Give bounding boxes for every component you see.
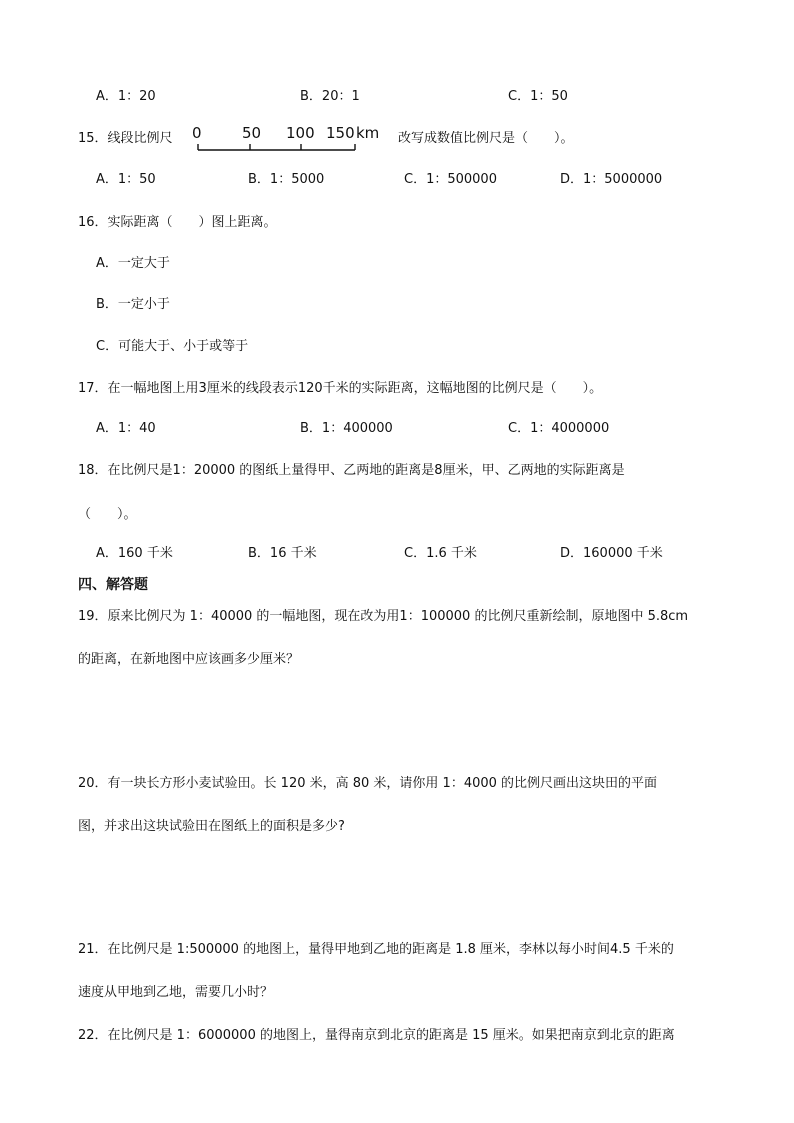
q16-option-a: A．一定大于 xyxy=(96,256,170,271)
q18-option-d: D．160000 千米 xyxy=(560,546,663,561)
scale-unit: km xyxy=(356,124,380,142)
q16-option-c: C．可能大于、小于或等于 xyxy=(96,339,249,354)
q15-stem-suffix: 改写成数值比例尺是（ ）。 xyxy=(398,131,574,146)
q17-option-a: A．1：40 xyxy=(96,421,156,436)
q18-option-c: C．1.6 千米 xyxy=(404,546,477,561)
q19-line1: 19．原来比例尺为 1：40000 的一幅地图，现在改为用1：100000 的比例尺重新绘制，原地图中 5.8cm xyxy=(78,609,689,624)
q18-option-b: B．16 千米 xyxy=(248,546,317,561)
q17-stem: 17．在一幅地图上用3厘米的线段表示120千米的实际距离，这幅地图的比例尺是（ ）。 xyxy=(78,381,603,396)
q15-option-b: B．1：5000 xyxy=(248,172,325,187)
q15-stem-prefix: 15．线段比例尺 xyxy=(78,131,173,146)
scale-label-100: 100 xyxy=(286,124,315,142)
scale-label-0: 0 xyxy=(192,124,202,142)
q21-line1: 21．在比例尺是 1:500000 的地图上，量得甲地到乙地的距离是 1.8 厘米，李林以每小时间4.5 千米的 xyxy=(78,942,674,957)
q18-stem-line2: （ ）。 xyxy=(78,507,137,522)
q20-line1: 20．有一块长方形小麦试验田。长 120 米，高 80 米，请你用 1：4000 的比例尺画出这块田的平面 xyxy=(78,776,658,791)
q14-option-b: B．20：1 xyxy=(300,89,360,104)
section-title: 四、解答题 xyxy=(78,577,148,593)
q16-stem: 16．实际距离（ ）图上距离。 xyxy=(78,215,277,230)
q18-stem-line1: 18．在比例尺是1：20000 的图纸上量得甲、乙两地的距离是8厘米，甲、乙两地的实际距离是 xyxy=(78,463,625,478)
q22-line1: 22．在比例尺是 1：6000000 的地图上，量得南京到北京的距离是 15 厘米。如果把南京到北京的距离 xyxy=(78,1028,675,1043)
q16-option-b: B．一定小于 xyxy=(96,297,170,312)
q15-option-d: D．1：5000000 xyxy=(560,172,663,187)
q17-option-c: C．1：4000000 xyxy=(508,421,610,436)
q20-line2: 图，并求出这块试验田在图纸上的面积是多少? xyxy=(78,819,345,834)
q18-option-a: A．160 千米 xyxy=(96,546,173,561)
q14-option-c: C．1：50 xyxy=(508,89,568,104)
scale-label-50: 50 xyxy=(242,124,262,142)
q14-option-a: A．1：20 xyxy=(96,89,156,104)
line-segment-scale xyxy=(190,120,390,156)
scale-label-150: 150 xyxy=(326,124,355,142)
q17-option-b: B．1：400000 xyxy=(300,421,393,436)
q15-option-a: A．1：50 xyxy=(96,172,156,187)
q15-option-c: C．1：500000 xyxy=(404,172,497,187)
q21-line2: 速度从甲地到乙地，需要几小时？ xyxy=(78,985,274,1000)
q19-line2: 的距离，在新地图中应该画多少厘米？ xyxy=(78,652,300,667)
